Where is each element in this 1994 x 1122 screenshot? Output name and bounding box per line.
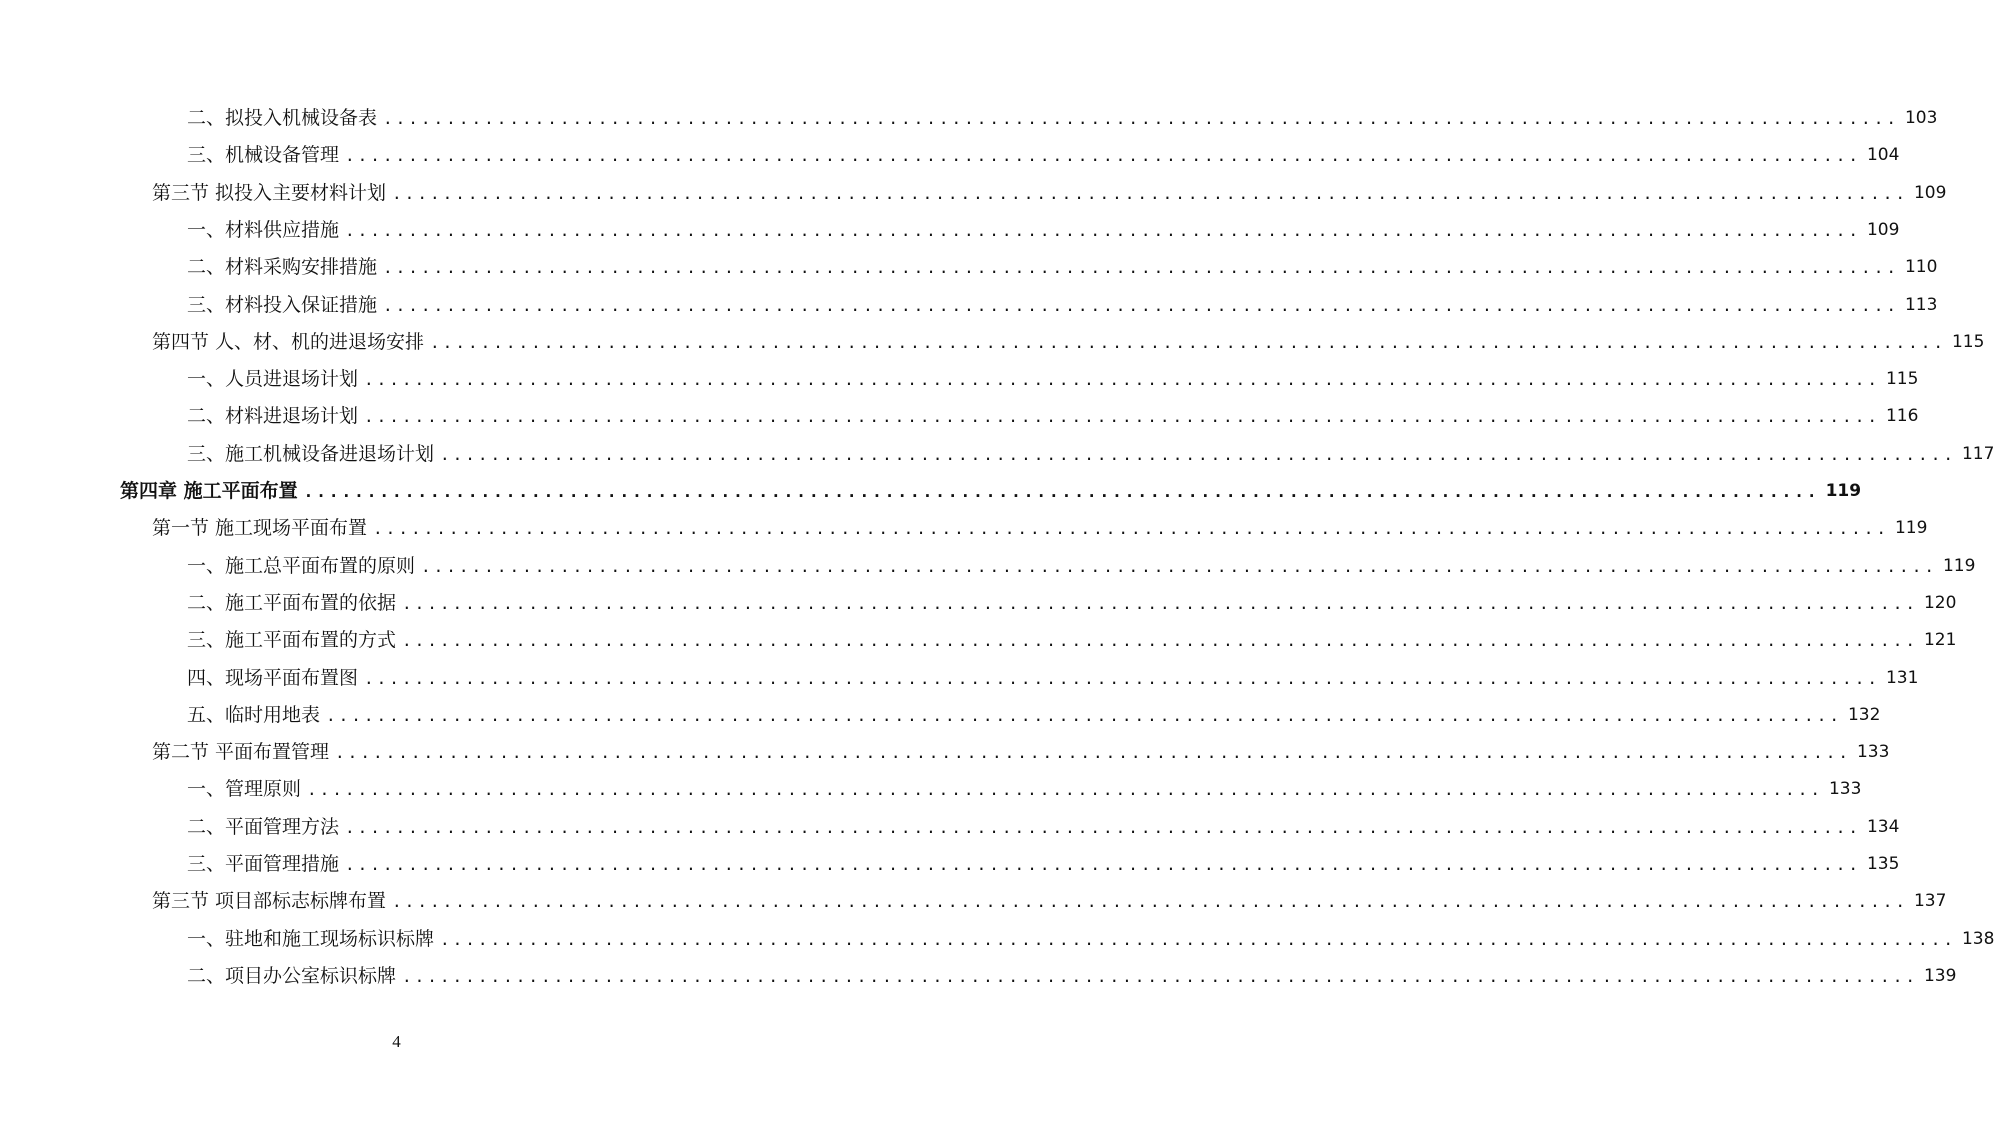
toc-entry-page-number: 138: [1961, 928, 1994, 949]
toc-entry[interactable]: [152, 883, 1947, 913]
toc-entry-label: 二、平面管理方法: [187, 815, 340, 838]
toc-entry-label: 三、施工平面布置的方式: [187, 629, 397, 652]
toc-entry-page-number: 119: [1942, 555, 1976, 576]
toc-entry[interactable]: [187, 398, 1919, 428]
toc-entry[interactable]: [152, 175, 1947, 205]
dot-leader: ........................................................................................................................: [345, 817, 1861, 837]
dot-leader: ........................................................................................................................: [373, 519, 1889, 539]
toc-entry[interactable]: [187, 697, 1881, 727]
toc-entry-page-number: 119: [1825, 481, 1862, 501]
toc-entry[interactable]: [187, 660, 1919, 690]
toc-entry[interactable]: [187, 809, 1900, 839]
dot-leader: ........................................................................................................................: [402, 631, 1918, 651]
toc-entry-page-number: 132: [1847, 704, 1881, 725]
toc-entry-page-number: 133: [1856, 742, 1890, 763]
dot-leader: ........................................................................................................................: [402, 966, 1918, 986]
toc-entry-page-number: 131: [1885, 667, 1919, 688]
dot-leader: ........................................................................................................................: [421, 556, 1937, 576]
toc-entry[interactable]: [187, 622, 1957, 652]
toc-entry[interactable]: [187, 100, 1938, 130]
dot-leader: ........................................................................................................................: [440, 444, 1956, 464]
toc-entry[interactable]: [187, 361, 1919, 391]
toc-entry[interactable]: [187, 846, 1900, 876]
toc-entry-page-number: 137: [1913, 891, 1947, 912]
dot-leader: ........................................................................................................................: [402, 593, 1918, 613]
toc-entry-label: 第四章 施工平面布置: [120, 480, 298, 502]
dot-leader: ........................................................................................................................: [307, 780, 1823, 800]
toc-entry[interactable]: [187, 771, 1862, 801]
dot-leader: ........................................................................................................................: [345, 146, 1861, 166]
toc-entry-label: 一、施工总平面布置的原则: [187, 554, 416, 577]
toc-entry-page-number: 109: [1913, 182, 1947, 203]
toc-entry-label: 一、驻地和施工现场标识标牌: [187, 927, 435, 950]
toc-entry[interactable]: [187, 548, 1976, 578]
toc-entry-page-number: 116: [1885, 406, 1919, 427]
toc-entry-label: 二、施工平面布置的依据: [187, 591, 397, 614]
toc-entry-label: 三、机械设备管理: [187, 144, 340, 167]
dot-leader: ........................................................................................................................: [392, 892, 1908, 912]
dot-leader: ........................................................................................................................: [345, 220, 1861, 240]
toc-entry[interactable]: [152, 734, 1890, 764]
toc-entry-label: 二、材料采购安排措施: [187, 256, 378, 279]
toc-entry-page-number: 104: [1866, 145, 1900, 166]
toc-entry[interactable]: [187, 585, 1957, 615]
toc-entry-label: 一、管理原则: [187, 778, 302, 801]
toc-entry-page-number: 103: [1904, 108, 1938, 128]
dot-leader: ........................................................................................................................: [383, 258, 1899, 278]
dot-leader: ........................................................................................................................: [392, 183, 1908, 203]
toc-entry[interactable]: [187, 436, 1994, 466]
toc-entry[interactable]: [152, 510, 1928, 540]
toc-entry-label: 一、材料供应措施: [187, 218, 340, 241]
toc-entry-page-number: 121: [1923, 630, 1957, 651]
dot-leader: ........................................................................................................................: [383, 295, 1899, 315]
dot-leader: ........................................................................................................................: [335, 743, 1851, 763]
toc-entry-page-number: 120: [1923, 592, 1957, 613]
toc-entry[interactable]: [152, 324, 1985, 354]
toc-entry[interactable]: [187, 287, 1938, 317]
toc-entry-label: 二、材料进退场计划: [187, 405, 359, 428]
toc-entry-page-number: 133: [1828, 779, 1862, 800]
toc-entry[interactable]: [187, 921, 1994, 951]
toc-entry-page-number: 119: [1894, 518, 1928, 539]
dot-leader: ........................................................................................................................: [364, 370, 1880, 390]
toc-entry[interactable]: [187, 137, 1900, 167]
toc-entry-page-number: 117: [1961, 443, 1994, 464]
toc-entry-label: 第四节 人、材、机的进退场安排: [152, 330, 425, 353]
dot-leader: ........................................................................................................................: [440, 929, 1956, 949]
toc-entry-label: 三、材料投入保证措施: [187, 293, 378, 316]
toc-entry-page-number: 135: [1866, 854, 1900, 874]
toc-entry-label: 第三节 拟投入主要材料计划: [152, 181, 387, 204]
toc-entry-page-number: 115: [1885, 369, 1919, 390]
dot-leader: ........................................................................................................................: [364, 668, 1880, 688]
toc-entry-label: 第三节 项目部标志标牌布置: [152, 890, 387, 913]
dot-leader: ........................................................................................................................: [383, 109, 1899, 128]
toc-entry-page-number: 109: [1866, 219, 1900, 240]
toc-entry-page-number: 110: [1904, 257, 1938, 278]
toc-entry-label: 第二节 平面布置管理: [152, 741, 330, 764]
dot-leader: ........................................................................................................................: [345, 855, 1861, 874]
page-number: 4: [392, 1032, 401, 1051]
toc-entry[interactable]: [187, 212, 1900, 242]
toc-entry-label: 一、人员进退场计划: [187, 368, 359, 391]
toc-entry-label: 三、平面管理措施: [187, 853, 340, 875]
toc-entry-page-number: 139: [1923, 965, 1957, 986]
toc-entry-label: 五、临时用地表: [187, 703, 321, 726]
dot-leader: ........................................................................................................................: [430, 332, 1946, 352]
toc-entry-page-number: 115: [1951, 331, 1985, 352]
toc-entry-page-number: 134: [1866, 816, 1900, 837]
toc-entry[interactable]: [187, 958, 1957, 988]
dot-leader: ........................................................................................................................: [364, 407, 1880, 427]
dot-leader: ........................................................................................................................: [326, 705, 1842, 725]
toc-entry[interactable]: [187, 249, 1938, 279]
dot-leader: ........................................................................................................................: [303, 482, 1820, 501]
toc-entry-label: 四、现场平面布置图: [187, 666, 359, 689]
toc-entry[interactable]: [120, 473, 1862, 503]
toc-entry-label: 二、项目办公室标识标牌: [187, 964, 397, 987]
toc-entry-page-number: 113: [1904, 294, 1938, 315]
toc-entry-label: 二、拟投入机械设备表: [187, 107, 378, 129]
toc-entry-label: 三、施工机械设备进退场计划: [187, 442, 435, 465]
toc-entry-label: 第一节 施工现场平面布置: [152, 517, 368, 540]
